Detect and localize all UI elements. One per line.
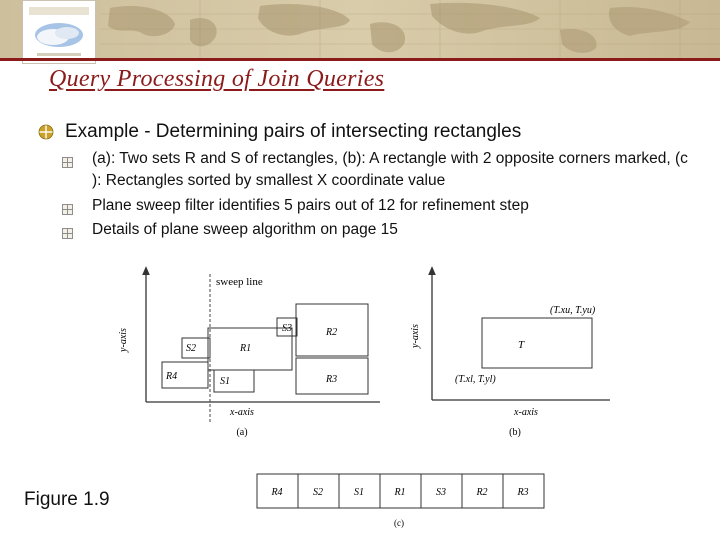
rect-label: R4 [166, 371, 178, 382]
rect-label: S3 [282, 323, 292, 334]
world-map-banner [0, 0, 720, 58]
header-divider [0, 58, 720, 61]
figure-a-diagram [110, 262, 380, 442]
logo [22, 0, 96, 64]
figure-label: Figure 1.9 [24, 489, 110, 510]
cell-label: S2 [313, 487, 323, 498]
y-axis-label: y-axis [118, 328, 129, 352]
slide-title: Query Processing of Join Queries [49, 66, 385, 92]
sub-bullet-text: (a): Two sets R and S of rectangles, (b): A rectangle with 2 opposite corners marked, (c ): Rectangles sorted by smallest X coordinate value [92, 150, 688, 189]
header-banner [0, 0, 720, 58]
rect-label: T [517, 339, 525, 351]
sub-bullet-text: Details of plane sweep algorithm on page 15 [92, 221, 398, 238]
figure-c-caption: (c) [394, 518, 404, 528]
cell-label: R4 [271, 487, 283, 498]
square-bullet-icon [62, 224, 73, 246]
rect-label: R1 [240, 343, 252, 354]
cell-label: R3 [517, 487, 529, 498]
figure-b-caption: (b) [509, 427, 521, 438]
x-axis-label: x-axis [514, 407, 538, 418]
x-axis-label: x-axis [230, 407, 254, 418]
y-axis-label: y-axis [410, 324, 421, 348]
figure-a-caption: (a) [236, 427, 248, 438]
rect-t [482, 318, 592, 368]
sub-bullet-text: Plane sweep filter identifies 5 pairs out of 12 for refinement step [92, 197, 529, 214]
upper-corner-label: (T.xu, T.yu) [550, 305, 596, 316]
square-bullet-icon [62, 153, 73, 175]
sweep-line-label: sweep line [216, 276, 263, 288]
rect-label: S1 [220, 376, 230, 387]
rect-label: S2 [186, 343, 196, 354]
cell-label: S1 [354, 487, 364, 498]
figure-c-diagram [255, 472, 555, 532]
square-bullet-icon [62, 200, 73, 222]
cell-label: R1 [394, 487, 406, 498]
figure-b-diagram [410, 262, 610, 442]
rect-label: R2 [326, 327, 338, 338]
cell-label: S3 [436, 487, 446, 498]
cell-label: R2 [476, 487, 488, 498]
main-bullet-text: Example - Determining pairs of intersecting rectangles [65, 121, 522, 142]
rect-label: R3 [326, 374, 338, 385]
sorted-rectangles-row [257, 474, 544, 508]
diamond-bullet-icon [38, 124, 54, 146]
lower-corner-label: (T.xl, T.yl) [455, 374, 496, 385]
